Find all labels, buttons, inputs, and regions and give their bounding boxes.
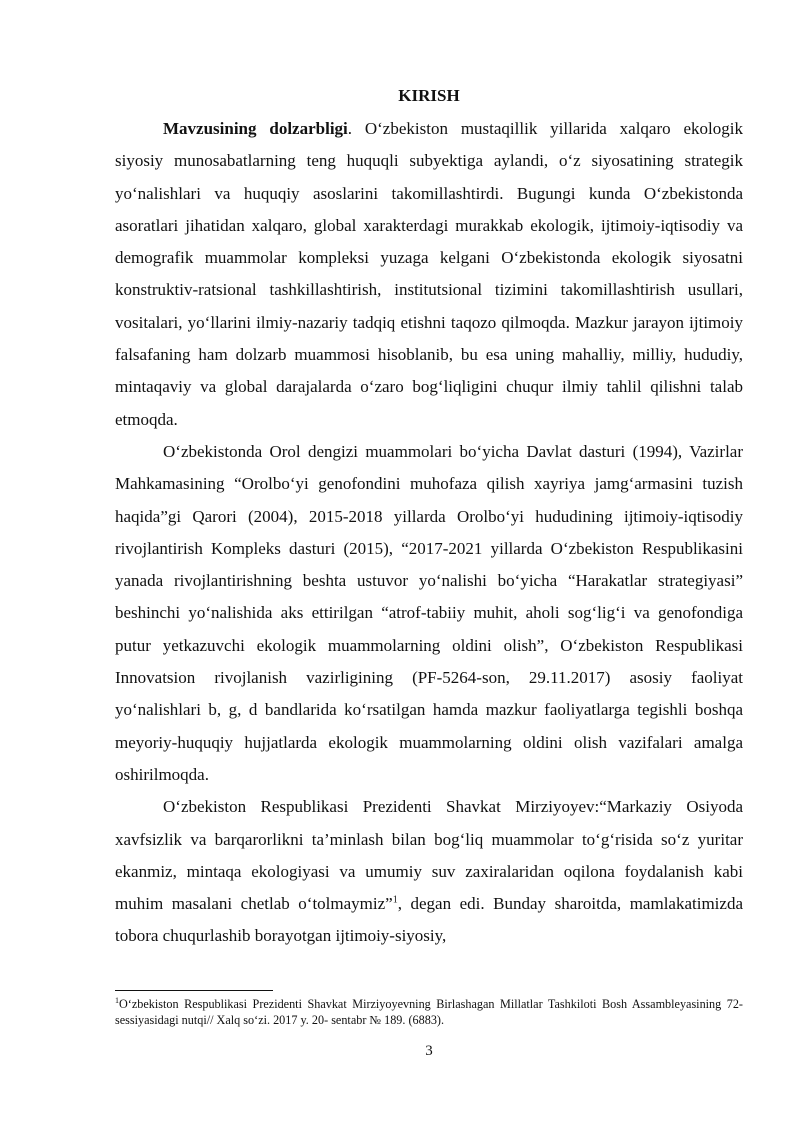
footnote-marker: 1	[115, 995, 119, 1005]
footnote	[115, 996, 743, 1028]
page-number: 3	[425, 1043, 433, 1059]
paragraph-text: . O‘zbekiston mustaqillik yillarida xalqaro ekologik siyosiy munosabatlarning teng huquqli subyektiga aylandi, o‘z siyosatining strategik yo‘nalishlari va huquqiy asoslarini takomillashtirdi. Bugungi kunda O‘zbekistonda asoratlari jihatidan xalqaro, global xarakterdagi murakkab ekologik, ijtimoiy-iqtisodiy va demografik muammolar kompleksi yuzaga kelgani O‘zbekistonda ekologik siyosatni konstruktiv-ratsional tashkillashtirish, institutsional tizimini takomillashtirish usullari, vositalari, yo‘llarini ilmiy-nazariy tadqiq etishni taqozo qilmoqda. Mazkur jarayon ijtimoiy falsafaning ham dolzarb muammosi hisoblanib, bu esa uning mahalliy, milliy, hududiy, mintaqaviy va global darajalarda o‘zaro bog‘liqligini chuqur ilmiy tahlil qilishni talab etmoqda.	[115, 119, 743, 429]
footnote-reference[interactable]: 1	[392, 894, 398, 906]
paragraph-lead: Mavzusining dolzarbligi	[163, 119, 348, 138]
paragraph-text: O‘zbekiston Respublikasi Prezidenti Shavkat Mirziyoyev:“Markaziy Osiyoda xavfsizlik va barqarorlikni ta’minlash bilan bog‘liq muammolar to‘g‘risida so‘z yuritar ekanmiz, mintaqa ekologiyasi va umumiy suv zaxiralaridan oqilona foydalanish kabi muhim masalani chetlab o‘tolmaymiz”	[115, 797, 743, 914]
body-text	[115, 113, 743, 953]
footnote-text: O‘zbekiston Respublikasi Prezidenti Shavkat Mirziyoyevning Birlashagan Millatlar Tashkiloti Bosh Assambleyasining 72-sessiyasidagi nutqi// Xalq so‘zi. 2017 y. 20- sentabr № 189. (6883).	[115, 997, 743, 1027]
paragraph-text: O‘zbekistonda Orol dengizi muammolari bo‘yicha Davlat dasturi (1994), Vazirlar Mahkamasining “Orolbo‘yi genofondini muhofaza qilish xayriya jamg‘armasini tuzish haqida”gi Qarori (2004), 2015-2018 yillarda Orolbo‘yi hududining ijtimoiy-iqtisodiy rivojlantirish Kompleks dasturi (2015), “2017-2021 yillarda O‘zbekiston Respublikasini yanada rivojlantirishning beshta ustuvor yo‘nalishi bo‘yicha “Harakatlar strategiyasi” beshinchi yo‘nalishida aks ettirilgan “atrof-tabiiy muhit, aholi sog‘lig‘i va genofondiga putur yetkazuvchi ekologik muammolarning oldini olish”, O‘zbekiston Respublikasi Innovatsion rivojlanish vazirligining (PF-5264-son, 29.11.2017) asosiy faoliyat yo‘nalishlari b, g, d bandlarida ko‘rsatilgan hamda mazkur faoliyatlarga tegishli boshqa meyoriy-huquqiy hujjatlarda ekologik muammolarning oldini olish vazifalari amalga oshirilmoqda.	[115, 441, 743, 784]
section-title: KIRISH	[398, 86, 460, 105]
paragraph-text-continued: , degan edi. Bunday sharoitda, mamlakatimizda tobora chuqurlashib borayotgan ijtimoiy-siyosiy,	[115, 894, 743, 946]
paragraph-programs	[115, 436, 743, 791]
paragraph-president-quote	[115, 791, 743, 952]
footnote-separator	[115, 990, 273, 991]
paragraph-relevance	[115, 113, 743, 436]
